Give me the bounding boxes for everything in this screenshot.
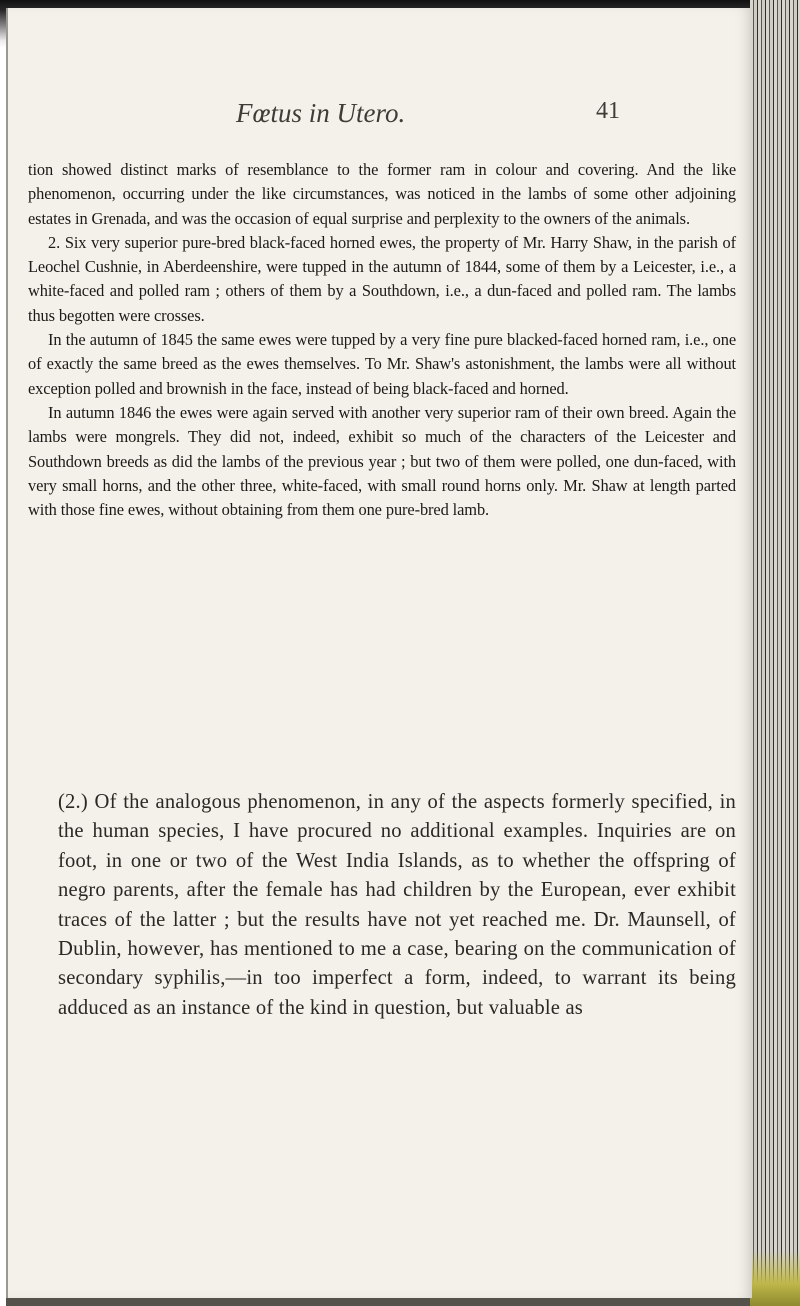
main-text-block xyxy=(58,788,736,1023)
paragraph-autumn-1846: In autumn 1846 the ewes were again served with another very superior ram of their own breed. Again the lambs were mongrels. They did not, indeed, exhibit so much of the characters of the Leicester and Southdown breeds as did the lambs of the previous year ; but two of them were polled, one dun-faced, with very small horns, and the other three, white-faced, with small round horns only. Mr. Shaw at length parted with those fine ewes, without obtaining from them one pure-bred lamb. xyxy=(28,402,736,520)
page-header xyxy=(8,98,752,138)
paragraph-shaw-ewes: 2. Six very superior pure-bred black-faced horned ewes, the property of Mr. Harry Shaw, in the parish of Leochel Cushnie, in Aberdeenshire, were tupped in the autumn of 1844, some of them by a Leicester, i.e., a white-faced and polled ram ; others of them by a Southdown, i.e., a dun-faced and polled ram. The lambs thus begotten were crosses. xyxy=(28,232,736,325)
running-title: Fœtus in Utero. xyxy=(236,98,406,128)
book-spine-edge xyxy=(750,0,800,1306)
page-bottom-edge xyxy=(6,1298,750,1306)
paragraph-human-species: (2.) Of the analogous phenomenon, in any of the aspects formerly specified, in the human species, I have procured no additional examples. Inquiries are on foot, in one or two of the West India Islands, as to whether the offspring of negro parents, after the female has had children by the European, ever exhibit traces of the latter ; but the results have not yet reached me. Dr. Maunsell, of Dublin, however, has mentioned to me a case, bearing on the communication of secondary syphilis,—in too imperfect a form, indeed, to warrant its being adduced as an instance of the kind in question, but valuable as xyxy=(58,791,736,1019)
paragraph-autumn-1845: In the autumn of 1845 the same ewes were tupped by a very fine pure blacked-faced horned ram, i.e., one of exactly the same breed as the ewes themselves. To Mr. Shaw's astonishment, the lambs were all without exception polled and brownish in the face, instead of being black-faced and horned. xyxy=(28,330,736,398)
paragraph-continuation: tion showed distinct marks of resemblance to the former ram in colour and covering. And the like phenomenon, occurring under the like circumstances, was noticed in the lambs of some other adjoining estates in Grenada, and was the occasion of equal surprise and perplexity to the owners of the animals. xyxy=(28,160,736,228)
spine-tint xyxy=(750,1250,800,1306)
page-number: 41 xyxy=(596,98,620,124)
book-page xyxy=(6,8,752,1298)
small-print-block xyxy=(28,158,736,522)
